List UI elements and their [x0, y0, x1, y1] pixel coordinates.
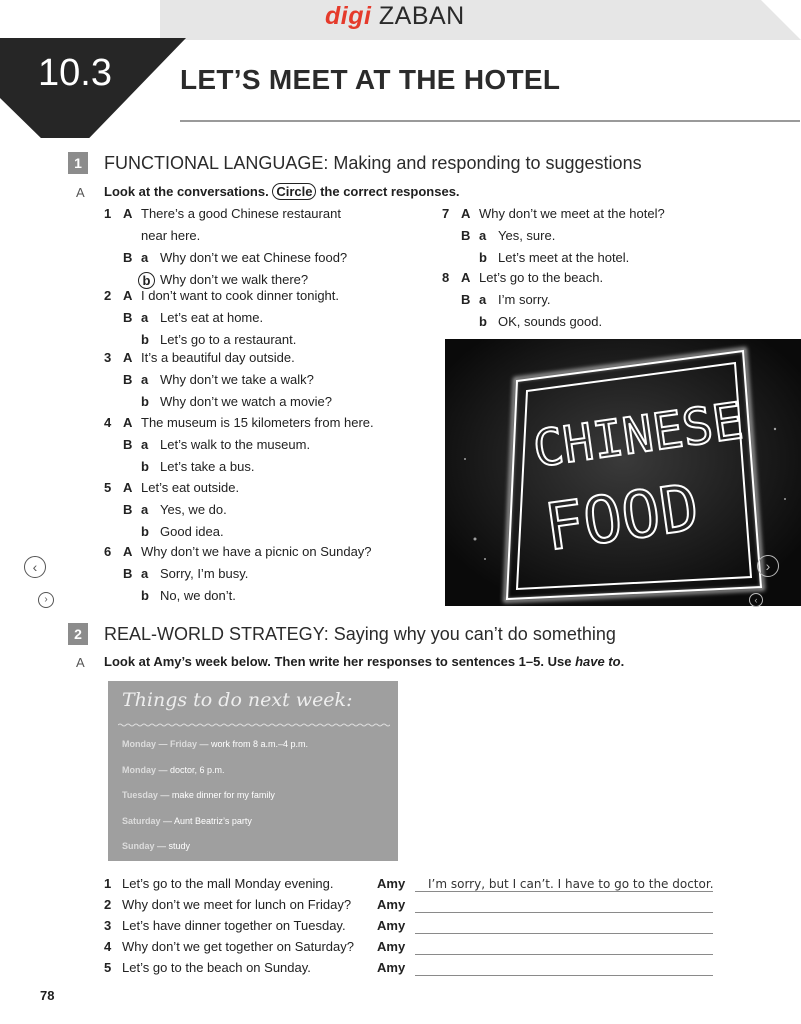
instruction-text: Look at Amy’s week below. Then write her responses to sentences 1–5. Use [104, 654, 576, 669]
option-b-text[interactable]: Let’s take a bus. [160, 459, 255, 474]
speaker-amy: Amy [377, 918, 406, 933]
next-arrow-overlay-icon[interactable]: › [757, 555, 779, 577]
option-b-text[interactable]: No, we don’t. [160, 588, 236, 603]
notepad-entry-day: Sunday [122, 841, 155, 851]
instruction-text: Look at the conversations. [104, 184, 269, 199]
speaker-amy: Amy [377, 960, 406, 975]
notepad-title: Things to do next week: [122, 689, 353, 711]
option-a-label[interactable]: a [141, 310, 149, 325]
sentence-text: Why don’t we meet for lunch on Friday? [122, 897, 352, 912]
item-prompt: It’s a beautiful day outside. [141, 350, 295, 365]
option-b-label-circled[interactable]: b [138, 272, 155, 289]
prev-page-button[interactable]: ‹ [24, 556, 46, 578]
option-b-label[interactable]: b [141, 459, 149, 474]
option-a-label[interactable]: a [479, 292, 487, 307]
speaker-b-label: B [123, 372, 133, 387]
notepad-entry-task: — Aunt Beatriz’s party [160, 815, 252, 826]
brand-digi: digi [325, 2, 372, 30]
sentence-text: Why don’t we get together on Saturday? [122, 939, 354, 954]
chinese-food-neon-photo [445, 339, 801, 606]
notepad-entry-day: Monday — Friday [122, 739, 198, 749]
next-page-button[interactable]: › [38, 592, 54, 608]
speaker-b-label: B [123, 310, 133, 325]
speaker-a-label: A [123, 288, 133, 303]
item-prompt: Let’s eat outside. [141, 480, 240, 495]
option-b-text[interactable]: Let’s meet at the hotel. [498, 250, 630, 265]
option-a-text[interactable]: Yes, we do. [160, 502, 227, 517]
notepad-entry [122, 816, 252, 826]
notepad-entry [122, 739, 308, 749]
option-b-text[interactable]: OK, sounds good. [498, 314, 603, 329]
option-a-label[interactable]: a [141, 566, 149, 581]
speaker-b-label: B [123, 437, 133, 452]
speaker-a-label: A [123, 350, 133, 365]
section-2-number: 2 [68, 623, 88, 645]
option-a-text[interactable]: Why don’t we take a walk? [160, 372, 314, 387]
item-number: 2 [104, 288, 112, 303]
amy-week-notepad [108, 681, 398, 861]
item-prompt: Why don’t we meet at the hotel? [479, 206, 665, 221]
section-1-number: 1 [68, 152, 88, 174]
section-2-instruction [104, 654, 624, 669]
option-b-label[interactable]: b [479, 314, 487, 329]
speaker-b-label: B [123, 250, 133, 265]
item-prompt-cont: near here. [141, 228, 201, 243]
item-prompt: Let’s go to the beach. [479, 270, 604, 285]
speaker-b-label: B [461, 292, 471, 307]
option-a-label[interactable]: a [141, 437, 149, 452]
answer-line [415, 912, 713, 913]
item-prompt: The museum is 15 kilometers from here. [141, 415, 374, 430]
title-divider [180, 120, 800, 122]
option-a-label[interactable]: a [141, 250, 149, 265]
option-b-text[interactable]: Why don’t we walk there? [160, 272, 309, 287]
item-number: 6 [104, 544, 112, 559]
page-fold-corner [761, 0, 801, 40]
option-a-text[interactable]: Sorry, I’m busy. [160, 566, 249, 581]
prev-arrow-overlay-icon[interactable]: ‹ [749, 593, 763, 607]
item-prompt: I don’t want to cook dinner tonight. [141, 288, 340, 303]
sentence-number: 4 [104, 939, 112, 954]
speaker-a-label: A [461, 270, 471, 285]
sentence-text: Let’s go to the beach on Sunday. [122, 960, 311, 975]
notepad-wavy-divider [118, 723, 390, 727]
notepad-entry-day: Monday [122, 764, 157, 775]
option-b-text[interactable]: Let’s go to a restaurant. [160, 332, 297, 347]
option-a-text[interactable]: I’m sorry. [498, 292, 551, 307]
option-b-text[interactable]: Why don’t we watch a movie? [160, 394, 332, 409]
notepad-entry-day: Tuesday [122, 790, 158, 800]
option-a-text[interactable]: Yes, sure. [498, 228, 556, 243]
speaker-a-label: A [461, 206, 471, 221]
answer-line [415, 954, 713, 955]
circle-word: Circle [272, 183, 316, 200]
item-number: 3 [104, 350, 112, 365]
item-number: 4 [104, 415, 112, 430]
sentence-text: Let’s go to the mall Monday evening. [122, 876, 334, 891]
notepad-entry [122, 790, 275, 800]
option-a-label[interactable]: a [141, 502, 149, 517]
instruction-end: . [620, 654, 625, 669]
speaker-b-label: B [123, 502, 133, 517]
speaker-b-label: B [123, 566, 133, 581]
speaker-a-label: A [123, 544, 133, 559]
sentence-number: 5 [104, 960, 112, 975]
option-b-label[interactable]: b [141, 332, 149, 347]
option-a-label[interactable]: a [479, 228, 487, 243]
option-a-text[interactable]: Why don’t we eat Chinese food? [160, 250, 348, 265]
neon-text-chinese: CHINESE [529, 391, 747, 479]
unit-number: 10.3 [38, 52, 112, 94]
item-number: 1 [104, 206, 112, 221]
sentence-number: 1 [104, 876, 112, 891]
neon-sign-illustration [445, 339, 801, 606]
answer-field[interactable]: I’m sorry, but I can’t. I have to go to the doctor. [428, 877, 714, 891]
option-b-label[interactable]: b [141, 394, 149, 409]
speaker-b-label: B [461, 228, 471, 243]
section-2-title: REAL-WORLD STRATEGY: Saying why you can’t do something [104, 624, 616, 644]
notepad-entry-task: — study [154, 841, 191, 851]
section-1-letter: A [76, 185, 85, 200]
brand-logo [325, 2, 465, 31]
option-b-text[interactable]: Good idea. [160, 524, 224, 539]
notepad-entry-day: Saturday [122, 815, 161, 826]
option-a-text[interactable]: Let’s eat at home. [160, 310, 264, 325]
notepad-entry [122, 841, 190, 851]
item-number: 7 [442, 206, 450, 221]
section-1-instruction [104, 184, 460, 199]
notepad-entry-task: — make dinner for my family [157, 790, 275, 800]
item-prompt: There’s a good Chinese restaurant [141, 206, 341, 221]
notepad-entry-task: — work from 8 a.m.–4 p.m. [197, 739, 309, 749]
speaker-a-label: A [123, 206, 133, 221]
speaker-amy: Amy [377, 876, 406, 891]
item-prompt: Why don’t we have a picnic on Sunday? [141, 544, 372, 559]
neon-text-food: FOOD [540, 471, 704, 566]
option-b-label[interactable]: b [479, 250, 487, 265]
item-number: 8 [442, 270, 450, 285]
speaker-a-label: A [123, 480, 133, 495]
option-a-text[interactable]: Let’s walk to the museum. [160, 437, 311, 452]
notepad-entry-task: — doctor, 6 p.m. [156, 764, 225, 775]
speaker-amy: Amy [377, 939, 406, 954]
sentence-number: 2 [104, 897, 112, 912]
instruction-emphasis: have to [575, 654, 621, 669]
sentence-text: Let’s have dinner together on Tuesday. [122, 918, 346, 933]
answer-line [415, 891, 713, 892]
speaker-amy: Amy [377, 897, 406, 912]
brand-zaban: ZABAN [378, 2, 465, 30]
option-b-label[interactable]: b [141, 588, 149, 603]
top-bar-band [160, 0, 801, 40]
section-2-letter: A [76, 655, 85, 670]
notepad-entry [122, 765, 225, 775]
option-b-label[interactable]: b [141, 524, 149, 539]
page-number: 78 [40, 988, 55, 1003]
sentence-number: 3 [104, 918, 112, 933]
section-1-title: FUNCTIONAL LANGUAGE: Making and responding to suggestions [104, 153, 642, 173]
instruction-text-2: the correct responses. [320, 184, 460, 199]
item-number: 5 [104, 480, 112, 495]
option-a-label[interactable]: a [141, 372, 149, 387]
answer-line [415, 933, 713, 934]
page-title: LET’S MEET AT THE HOTEL [180, 64, 561, 95]
answer-line [415, 975, 713, 976]
speaker-a-label: A [123, 415, 133, 430]
